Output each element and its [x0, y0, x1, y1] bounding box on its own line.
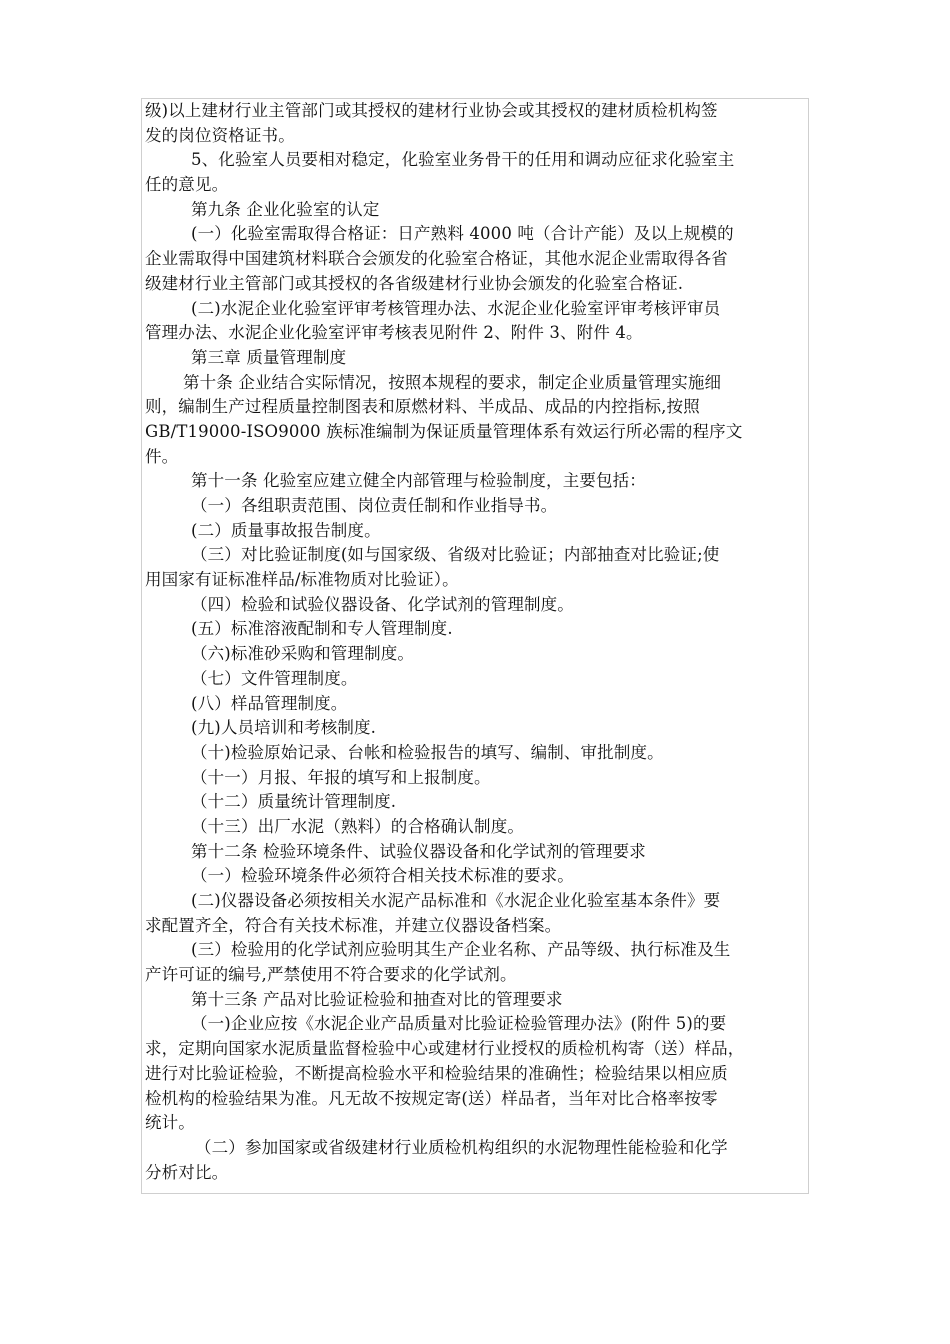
text-line: （二）参加国家或省级建材行业质检机构组织的水泥物理性能检验和化学	[195, 1137, 728, 1157]
text-line: (八）样品管理制度。	[191, 693, 348, 713]
text-line: (二)仪器设备必须按相关水泥产品标准和《水泥企业化验室基本条件》要	[191, 891, 721, 910]
text-line: 则，编制生产过程质量控制图表和原燃材料、半成品、成品的内控指标,按照	[145, 397, 700, 417]
text-line: 第十二条 检验环境条件、试验仪器设备和化学试剂的管理要求	[191, 841, 646, 861]
text-line: （七）文件管理制度。	[191, 668, 358, 688]
text-line: 求配置齐全，符合有关技术标准，并建立仪器设备档案。	[145, 915, 562, 935]
text-line: 第十一条 化验室应建立健全内部管理与检验制度，主要包括：	[191, 471, 646, 491]
text-line: （十二）质量统计管理制度.	[191, 792, 397, 812]
text-line: 级)以上建材行业主管部门或其授权的建材行业协会或其授权的建材质检机构签	[145, 101, 718, 120]
text-line: （一)企业应按《水泥企业产品质量对比验证检验管理办法》(附件 5)的要	[191, 1014, 727, 1034]
text-line: 发的岗位资格证书。	[145, 125, 295, 145]
text-line: （十三）出厂水泥（熟料）的合格确认制度。	[191, 816, 524, 836]
text-line: 企业需取得中国建筑材料联合会颁发的化验室合格证，其他水泥企业需取得各省	[145, 249, 728, 269]
text-line: （三）对比验证制度(如与国家级、省级对比验证；内部抽查对比验证;使	[191, 545, 720, 565]
text-line: 统计。	[145, 1113, 195, 1133]
text-line: 第九条 企业化验室的认定	[191, 199, 380, 219]
text-line: 5、化验室人员要相对稳定，化验室业务骨干的任用和调动应征求化验室主	[191, 150, 735, 170]
text-line: 分析对比。	[145, 1162, 229, 1182]
text-line: (一）化验室需取得合格证：日产熟料 4000 吨（合计产能）及以上规模的	[191, 224, 734, 244]
text-line: 件。	[145, 446, 179, 466]
text-line: 产许可证的编号,严禁使用不符合要求的化学试剂。	[145, 965, 517, 985]
text-line: （六)标准砂采购和管理制度。	[191, 644, 415, 664]
text-line: （十)检验原始记录、台帐和检验报告的填写、编制、审批制度。	[191, 742, 664, 762]
text-line: 第三章 质量管理制度	[191, 347, 347, 367]
text-line: 求，定期向国家水泥质量监督检验中心或建材行业授权的质检机构寄（送）样品，	[145, 1039, 745, 1059]
text-line: 级建材行业主管部门或其授权的各省级建材行业协会颁发的化验室合格证.	[145, 273, 684, 293]
document-page	[141, 98, 809, 1194]
text-line: 第十条 企业结合实际情况，按照本规程的要求，制定企业质量管理实施细	[183, 372, 722, 392]
text-line: 任的意见。	[145, 175, 229, 195]
text-line: (五）标准溶液配制和专人管理制度.	[191, 619, 453, 639]
text-line: （十一）月报、年报的填写和上报制度。	[191, 767, 491, 787]
text-line: 管理办法、水泥企业化验室评审考核表见附件 2、附件 3、附件 4。	[145, 323, 643, 343]
text-line: （一）检验环境条件必须符合相关技术标准的要求。	[191, 866, 574, 886]
text-line: (九)人员培训和考核制度.	[191, 718, 377, 738]
text-line: 用国家有证标准样品/标准物质对比验证）。	[145, 570, 459, 590]
text-line: (二)水泥企业化验室评审考核管理办法、水泥企业化验室评审考核评审员	[191, 298, 721, 318]
text-line: （一）各组职责范围、岗位责任制和作业指导书。	[191, 496, 558, 515]
text-line: 进行对比验证检验，不断提高检验水平和检验结果的准确性；检验结果以相应质	[145, 1063, 728, 1083]
text-line: （四）检验和试验仪器设备、化学试剂的管理制度。	[191, 594, 574, 614]
text-line: (二）质量事故报告制度。	[191, 520, 381, 540]
text-line: (三）检验用的化学试剂应验明其生产企业名称、产品等级、执行标准及生	[191, 940, 731, 960]
text-line: GB/T19000-ISO9000 族标准编制为保证质量管理体系有效运行所必需的程序文	[145, 421, 743, 441]
text-line: 检机构的检验结果为准。凡无故不按规定寄(送）样品者，当年对比合格率按零	[145, 1088, 718, 1108]
text-line: 第十三条 产品对比验证检验和抽查对比的管理要求	[191, 989, 563, 1009]
